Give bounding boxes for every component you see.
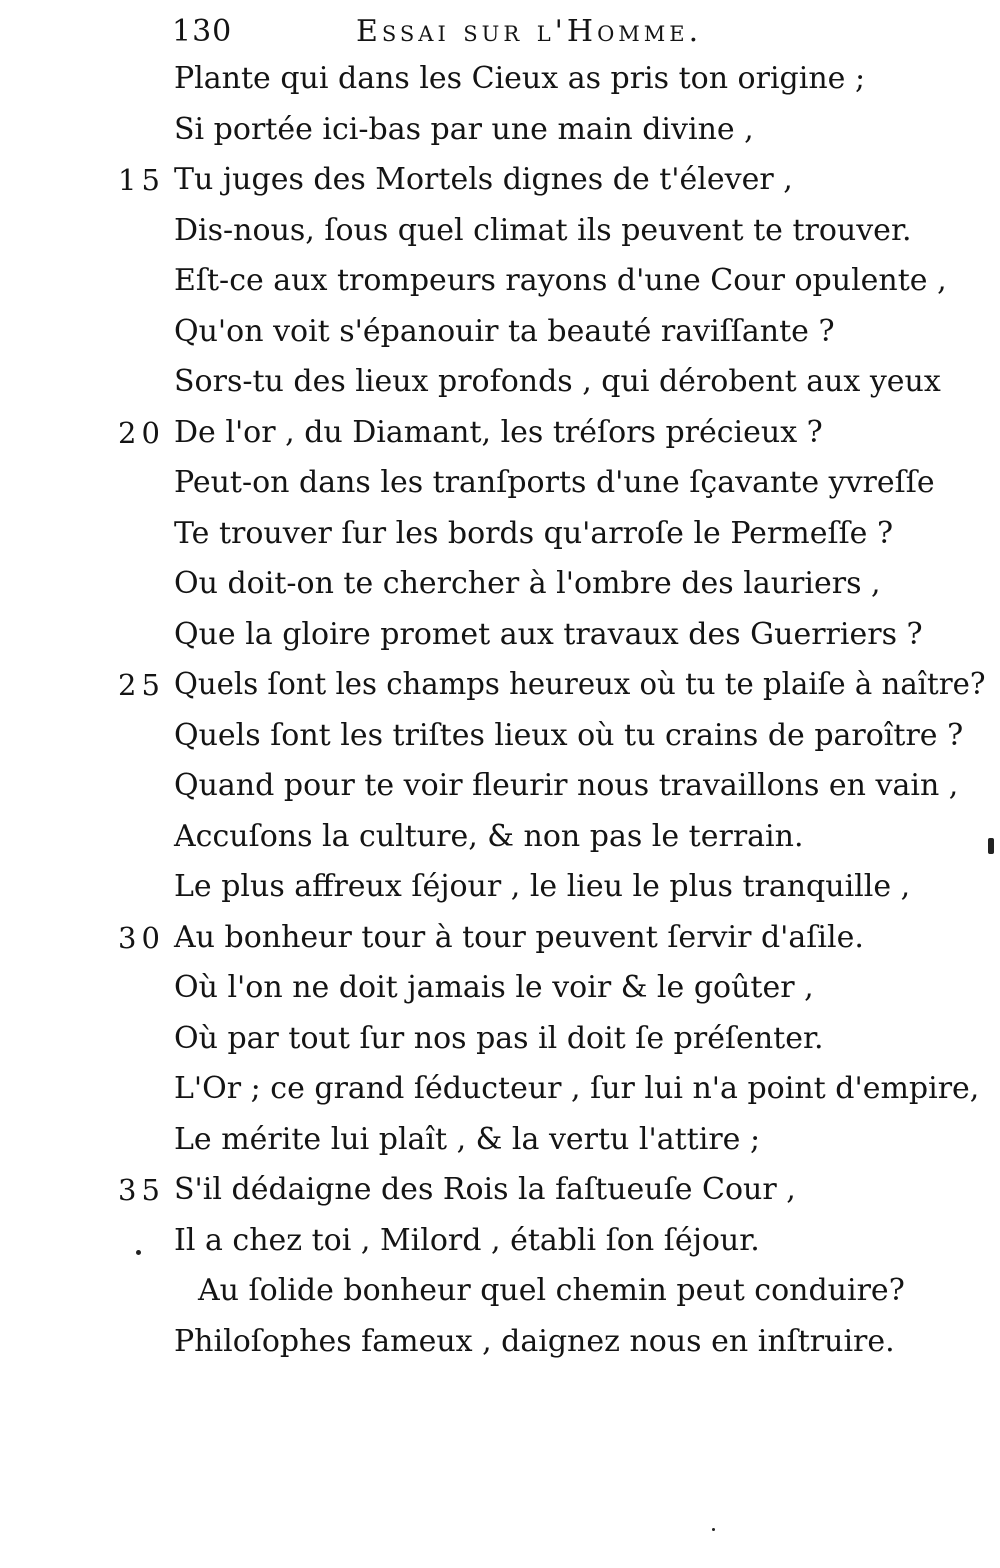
verse-text: Que la gloire promet aux travaux des Guerriers ?: [174, 616, 923, 652]
line-number: 20: [118, 415, 165, 450]
verse-line: [0, 1216, 1000, 1267]
verse-line: [0, 1266, 1000, 1317]
verse-block: [0, 54, 1000, 1367]
verse-text: Dis-nous, ſous quel climat ils peuvent te trouver.: [174, 212, 912, 248]
verse-text: Quand pour te voir fleurir nous travaillons en vain ,: [174, 768, 959, 803]
verse-text: L'Or ; ce grand ſéducteur , ſur lui n'a point d'empire,: [174, 1071, 980, 1106]
verse-line: [0, 711, 1000, 762]
verse-text: Le mérite lui plaît , & la vertu l'attire ;: [174, 1121, 761, 1157]
verse-text: Accuſons la culture, & non pas le terrain.: [174, 818, 804, 854]
verse-text: Qu'on voit s'épanouir ta beauté raviſſante ?: [174, 313, 835, 349]
verse-line: [0, 1115, 1000, 1166]
line-number: 35: [118, 1173, 165, 1207]
verse-line: [0, 458, 1000, 509]
verse-line: [0, 1064, 1000, 1115]
verse-text: Tu juges des Mortels dignes de t'élever ,: [174, 162, 793, 197]
verse-text: Peut-on dans les tranſports d'une ſçavante yvreſſe: [174, 465, 935, 500]
verse-line: [0, 307, 1000, 358]
verse-line: [0, 54, 1000, 105]
verse-text: Au ſolide bonheur quel chemin peut conduire?: [198, 1273, 905, 1308]
verse-text: Où par tout ſur nos pas il doit ſe préſenter.: [174, 1020, 824, 1056]
verse-text: Au bonheur tour à tour peuvent ſervir d'aſile.: [174, 919, 864, 955]
ink-speck: [712, 1528, 715, 1531]
verse-text: Philoſophes fameux , daignez nous en inſtruire.: [174, 1323, 895, 1359]
verse-line: [0, 913, 1000, 964]
verse-text: Te trouver ſur les bords qu'arroſe le Permeſſe ?: [174, 515, 894, 551]
verse-line: [0, 559, 1000, 610]
verse-text: Sors-tu des lieux profonds , qui dérobent aux yeux: [174, 364, 941, 399]
verse-line: [0, 206, 1000, 257]
verse-text: Il a chez toi , Milord , établi ſon ſéjour.: [174, 1222, 760, 1258]
line-number: 25: [118, 668, 165, 702]
verse-text: S'il dédaigne des Rois la faſtueuſe Cour ,: [174, 1172, 796, 1207]
verse-text: Quels ſont les champs heureux où tu te plaiſe à naître?: [174, 667, 986, 702]
line-number: 15: [118, 163, 165, 197]
verse-line: [0, 1317, 1000, 1368]
verse-text: Quels ſont les triſtes lieux où tu crains de paroître ?: [174, 717, 964, 753]
verse-line: [0, 1014, 1000, 1065]
verse-text: Eſt-ce aux trompeurs rayons d'une Cour opulente ,: [174, 263, 947, 298]
verse-line: [0, 660, 1000, 711]
page-number: 130: [172, 14, 233, 49]
verse-text: Ou doit-on te chercher à l'ombre des lauriers ,: [174, 566, 881, 601]
line-number: 30: [118, 920, 165, 955]
page-header: [172, 14, 812, 54]
verse-line: [0, 155, 1000, 206]
verse-line: [0, 105, 1000, 156]
verse-text: Plante qui dans les Cieux as pris ton origine ;: [174, 61, 866, 96]
ink-speck: [136, 1250, 141, 1255]
verse-line: [0, 610, 1000, 661]
verse-text: Où l'on ne doit jamais le voir & le goûter ,: [174, 970, 814, 1005]
verse-text: De l'or , du Diamant, les tréſors précieux ?: [174, 414, 823, 450]
verse-line: [0, 256, 1000, 307]
verse-line: [0, 812, 1000, 863]
verse-line: [0, 963, 1000, 1014]
verse-line: [0, 1165, 1000, 1216]
verse-line: [0, 357, 1000, 408]
verse-line: [0, 509, 1000, 560]
verse-text: Si portée ici-bas par une main divine ,: [174, 111, 754, 147]
running-title: Essai sur l'Homme.: [356, 14, 703, 49]
verse-line: [0, 862, 1000, 913]
verse-line: [0, 408, 1000, 459]
verse-line: [0, 761, 1000, 812]
verse-text: Le plus affreux ſéjour , le lieu le plus tranquille ,: [174, 869, 911, 904]
ink-speck: [988, 838, 994, 854]
